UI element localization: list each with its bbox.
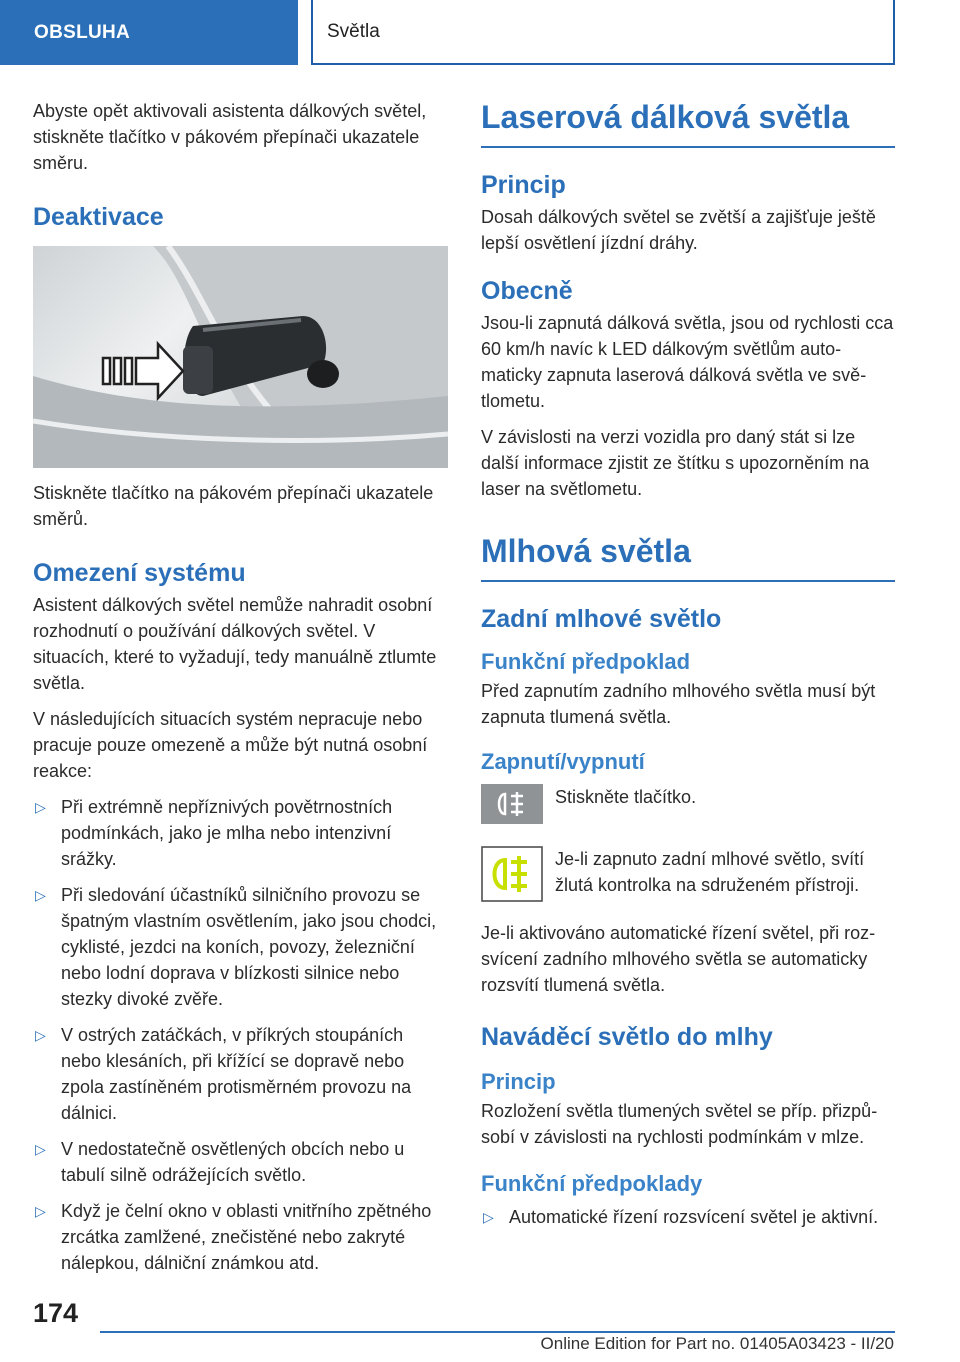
section-tab xyxy=(0,0,298,65)
indicator-row xyxy=(481,846,895,902)
guide-princip-text: Rozložení světla tlumených světel se příp. přizpůsobí v závislosti na rychlosti podmínkám v mlze. xyxy=(481,1101,878,1147)
func-prereq-text: Před zapnutím zadního mlhového světla musí být zapnuta tlumená světla. xyxy=(481,681,876,727)
indicator-text: Je-li zapnuto zadní mlhové světlo, svítí žlutá kontrolka na sdruženém přístroji. xyxy=(555,849,865,895)
list-item: ▷ Automatické řízení rozsvícení světel je aktivní. xyxy=(481,1204,895,1230)
bullet-triangle-icon: ▷ xyxy=(35,1027,46,1043)
limits-paragraph-2: V následujících situacích systém nepracuje nebo pracuje pouze omezeně a může být nutná osobní reakce: xyxy=(33,709,428,781)
guide-prereq-list xyxy=(481,1204,895,1230)
list-item: ▷ Při extrémně nepříznivých povětrnostních podmínkách, jako je mlha nebo intenzivní srážky. xyxy=(33,794,448,872)
bullet-triangle-icon: ▷ xyxy=(483,1209,494,1225)
press-button-text: Stiskněte tlačítko. xyxy=(555,787,697,807)
bullet-triangle-icon: ▷ xyxy=(35,1203,46,1219)
guide-light-heading: Naváděcí světlo do mlhy xyxy=(481,1023,773,1051)
intro-paragraph: Abyste opět aktivovali asistenta dálkových světel, stiskněte tlačítko v pákovém přepínači ukazatele směru. xyxy=(33,101,427,173)
bullet-triangle-icon: ▷ xyxy=(35,1141,46,1157)
edition-text: Online Edition for Part no. 01405A03423 - II/20 xyxy=(540,1334,894,1353)
obecne-paragraph-2: V závislosti na verzi vozidla pro daný stát si lze další informace zjistit ze štítku s upozorněním na laser na světlometu. xyxy=(481,427,870,499)
rear-fog-button-icon xyxy=(481,784,543,824)
list-item: ▷ V ostrých zatáčkách, v příkrých stoupáních nebo klesáních, při křížící se dopravě nebo zpola zastíněném protisměrném provozu na dálnici. xyxy=(33,1022,448,1126)
onoff-heading: Zapnutí/vypnutí xyxy=(481,749,645,774)
list-item: ▷ V nedostatečně osvětlených obcích nebo u tabulí silně odrážejících světlo. xyxy=(33,1136,448,1188)
button-row xyxy=(481,784,895,824)
rear-fog-heading: Zadní mlhové světlo xyxy=(481,605,722,633)
stalk-illustration xyxy=(33,246,448,468)
guide-prereq-heading: Funkční předpoklady xyxy=(481,1171,703,1196)
deactivation-heading: Deaktivace xyxy=(33,203,164,231)
rear-fog-indicator-icon xyxy=(481,846,543,902)
limits-list xyxy=(33,794,448,1276)
limits-paragraph-1: Asistent dálkových světel nemůže nahradit osobní rozhodnutí o používání dálkových světel. V situacích, které to vyžadují, tedy manuálně ztlumte světla. xyxy=(33,595,437,693)
page-header-title xyxy=(311,0,895,65)
right-column xyxy=(481,98,895,1240)
obecne-paragraph-1: Jsou-li zapnutá dálková světla, jsou od rychlosti cca 60 km/h navíc k LED dálkovým světlům automaticky zapnuta laserová dálková světla ve světlometu. xyxy=(481,313,894,411)
stalk-button-photo xyxy=(33,246,448,468)
func-prereq-heading: Funkční předpoklad xyxy=(481,649,691,674)
laser-heading: Laserová dálková světla xyxy=(481,98,895,148)
list-item: ▷ Při sledování účastníků silničního provozu se špatným vlastním osvětlením, jako jsou chodci, cyklisté, jezdci na koních, povozy, železniční nebo lodní doprava v blízkosti silnice nebo stezky divoké zvěře. xyxy=(33,882,448,1012)
limits-heading: Omezení systému xyxy=(33,559,246,587)
bullet-triangle-icon: ▷ xyxy=(35,887,46,903)
princip-heading: Princip xyxy=(481,171,566,199)
left-column xyxy=(33,98,448,1286)
list-item: ▷ Když je čelní okno v oblasti vnitřního zpětného zrcátka zamlžené, znečistěné nebo zakryté nálepkou, dálniční známkou atd. xyxy=(33,1198,448,1276)
guide-princip-heading: Princip xyxy=(481,1069,556,1094)
fog-lights-heading: Mlhová světla xyxy=(481,532,895,582)
footer-divider xyxy=(100,1331,895,1333)
image-caption: Stiskněte tlačítko na pákovém přepínači ukazatele směrů. xyxy=(33,483,434,529)
auto-lights-text: Je-li aktivováno automatické řízení světel, při rozsvícení zadního mlhového světla se automaticky rozsvítí tlumená světla. xyxy=(481,923,876,995)
bullet-triangle-icon: ▷ xyxy=(35,799,46,815)
page-number: 174 xyxy=(33,1298,79,1328)
section-label: OBSLUHA xyxy=(34,21,131,43)
obecne-heading: Obecně xyxy=(481,277,573,305)
header-title-text: Světla xyxy=(327,20,380,42)
princip-text: Dosah dálkových světel se zvětší a zajišťuje ještě lepší osvětlení jízdní dráhy. xyxy=(481,207,876,253)
